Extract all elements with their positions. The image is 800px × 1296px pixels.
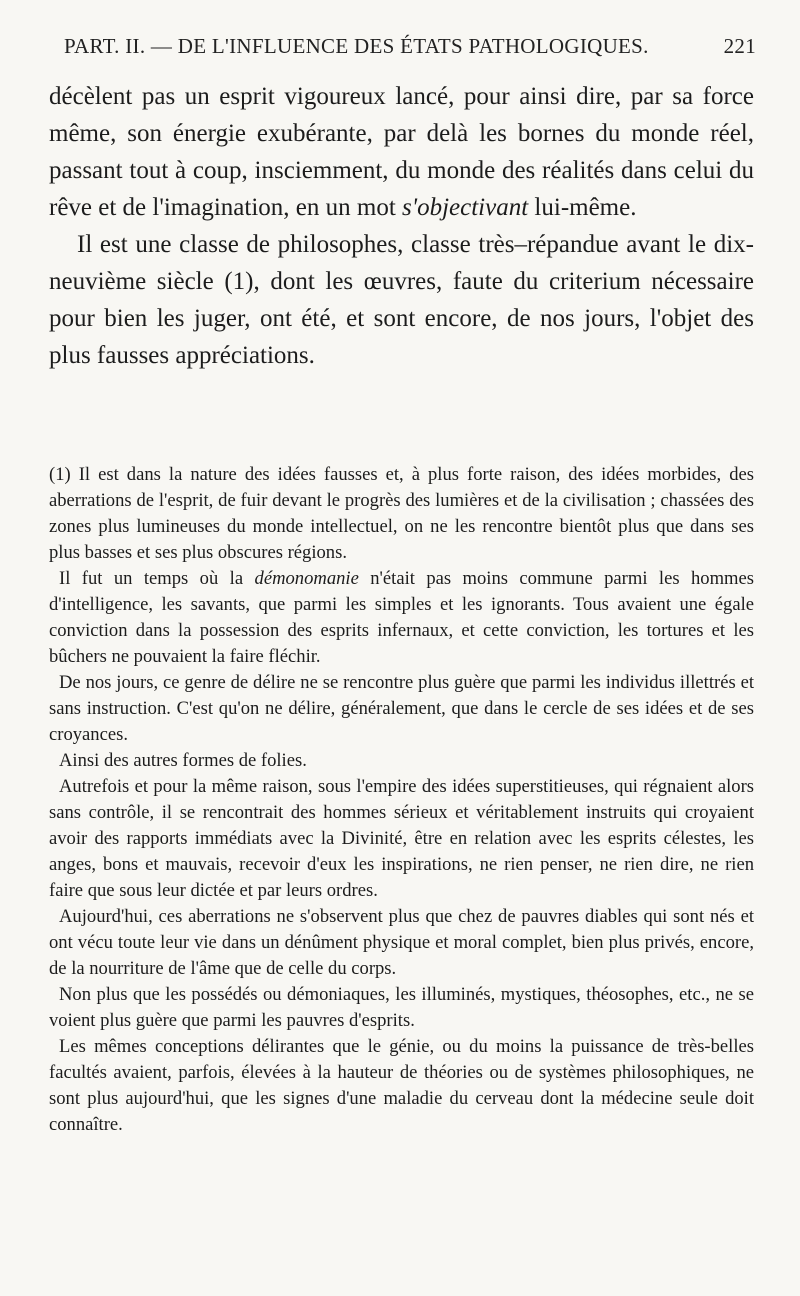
- footnote-1: (1) Il est dans la nature des idées fausses et, à plus forte raison, des idées morbides, des aberrations de l'esprit, de fuir devant le progrès des lumières et de la civilisation ; chassées des zones plus lumineuses du monde intellectuel, on ne les rencontre bientôt plus que dans ses plus basses et ses plus obscures régions.: [49, 464, 754, 563]
- footnotes: [49, 462, 754, 1138]
- footnote-italic: démonomanie: [254, 568, 359, 589]
- footnote-paragraph: Ainsi des autres formes de folies.: [59, 750, 307, 771]
- footnote-paragraph: Non plus que les possédés ou démoniaques, les illuminés, mystiques, théosophes, etc., ne se voient plus guère que parmi les pauvres d'esprits.: [49, 984, 754, 1031]
- footnote-paragraph: De nos jours, ce genre de délire ne se rencontre plus guère que parmi les individus illettrés et sans instruction. C'est qu'on ne délire, généralement, que dans le cercle de ses idées et de ses croyances.: [49, 672, 754, 745]
- paragraph-1-end: lui-même.: [528, 194, 637, 221]
- footnote-paragraph: Autrefois et pour la même raison, sous l'empire des idées superstitieuses, qui régnaient alors sans contrôle, il se rencontrait des hommes sérieux et véritablement instruits qui croyaient avoir des rapports immédiats avec la Divinité, être en relation avec les esprits célestes, les anges, bons et mauvais, recevoir d'eux les inspirations, ne rien penser, ne rien dire, ne rien faire que sous leur dictée et par leurs ordres.: [49, 776, 754, 901]
- footnote-paragraph: Les mêmes conceptions délirantes que le génie, ou du moins la puissance de très-belles facultés avaient, parfois, élevées à la hauteur de théories ou de systèmes philosophiques, ne sont plus aujourd'hui, que les signes d'une maladie du cerveau dont la médecine seule doit connaître.: [49, 1036, 754, 1135]
- footnote-text: n'était pas moins commune parmi les hommes d'intelligence, les savants, que parmi les simples et les ignorants. Tous avaient une égale conviction dans la possession des esprits infernaux, et cette conviction, les tortures et les bûchers ne pouvaient la faire fléchir.: [49, 568, 754, 667]
- running-title: PART. II. — DE L'INFLUENCE DES ÉTATS PATHOLOGIQUES.: [64, 34, 649, 58]
- footnote-text: Il fut un temps où la: [59, 568, 255, 589]
- paragraph-1-italic: s'objectivant: [402, 194, 529, 221]
- main-text: [49, 78, 754, 374]
- page-number: 221: [723, 34, 756, 58]
- paragraph-1: [49, 78, 754, 226]
- paragraph-2: Il est une classe de philosophes, classe très–répandue avant le dix-neuvième siècle (1), dont les œuvres, faute du criterium nécessaire pour bien les juger, ont été, et sont encore, de nos jours, l'objet des plus fausses appréciations.: [49, 231, 754, 369]
- running-header: [64, 34, 756, 70]
- footnote-paragraph: [49, 566, 754, 670]
- footnote-paragraph: Aujourd'hui, ces aberrations ne s'observent plus que chez de pauvres diables qui sont nés et ont vécu toute leur vie dans un dénûment physique et moral complet, bien plus privés, encore, de la nourriture de l'âme que de celle du corps.: [49, 906, 754, 979]
- paragraph-1-text: décèlent pas un esprit vigoureux lancé, pour ainsi dire, par sa force même, son énergie exubérante, par delà les bornes du monde réel, passant tout à coup, insciemment, du monde des réalités dans celui du rêve et de l'imagination, en un mot: [49, 83, 754, 221]
